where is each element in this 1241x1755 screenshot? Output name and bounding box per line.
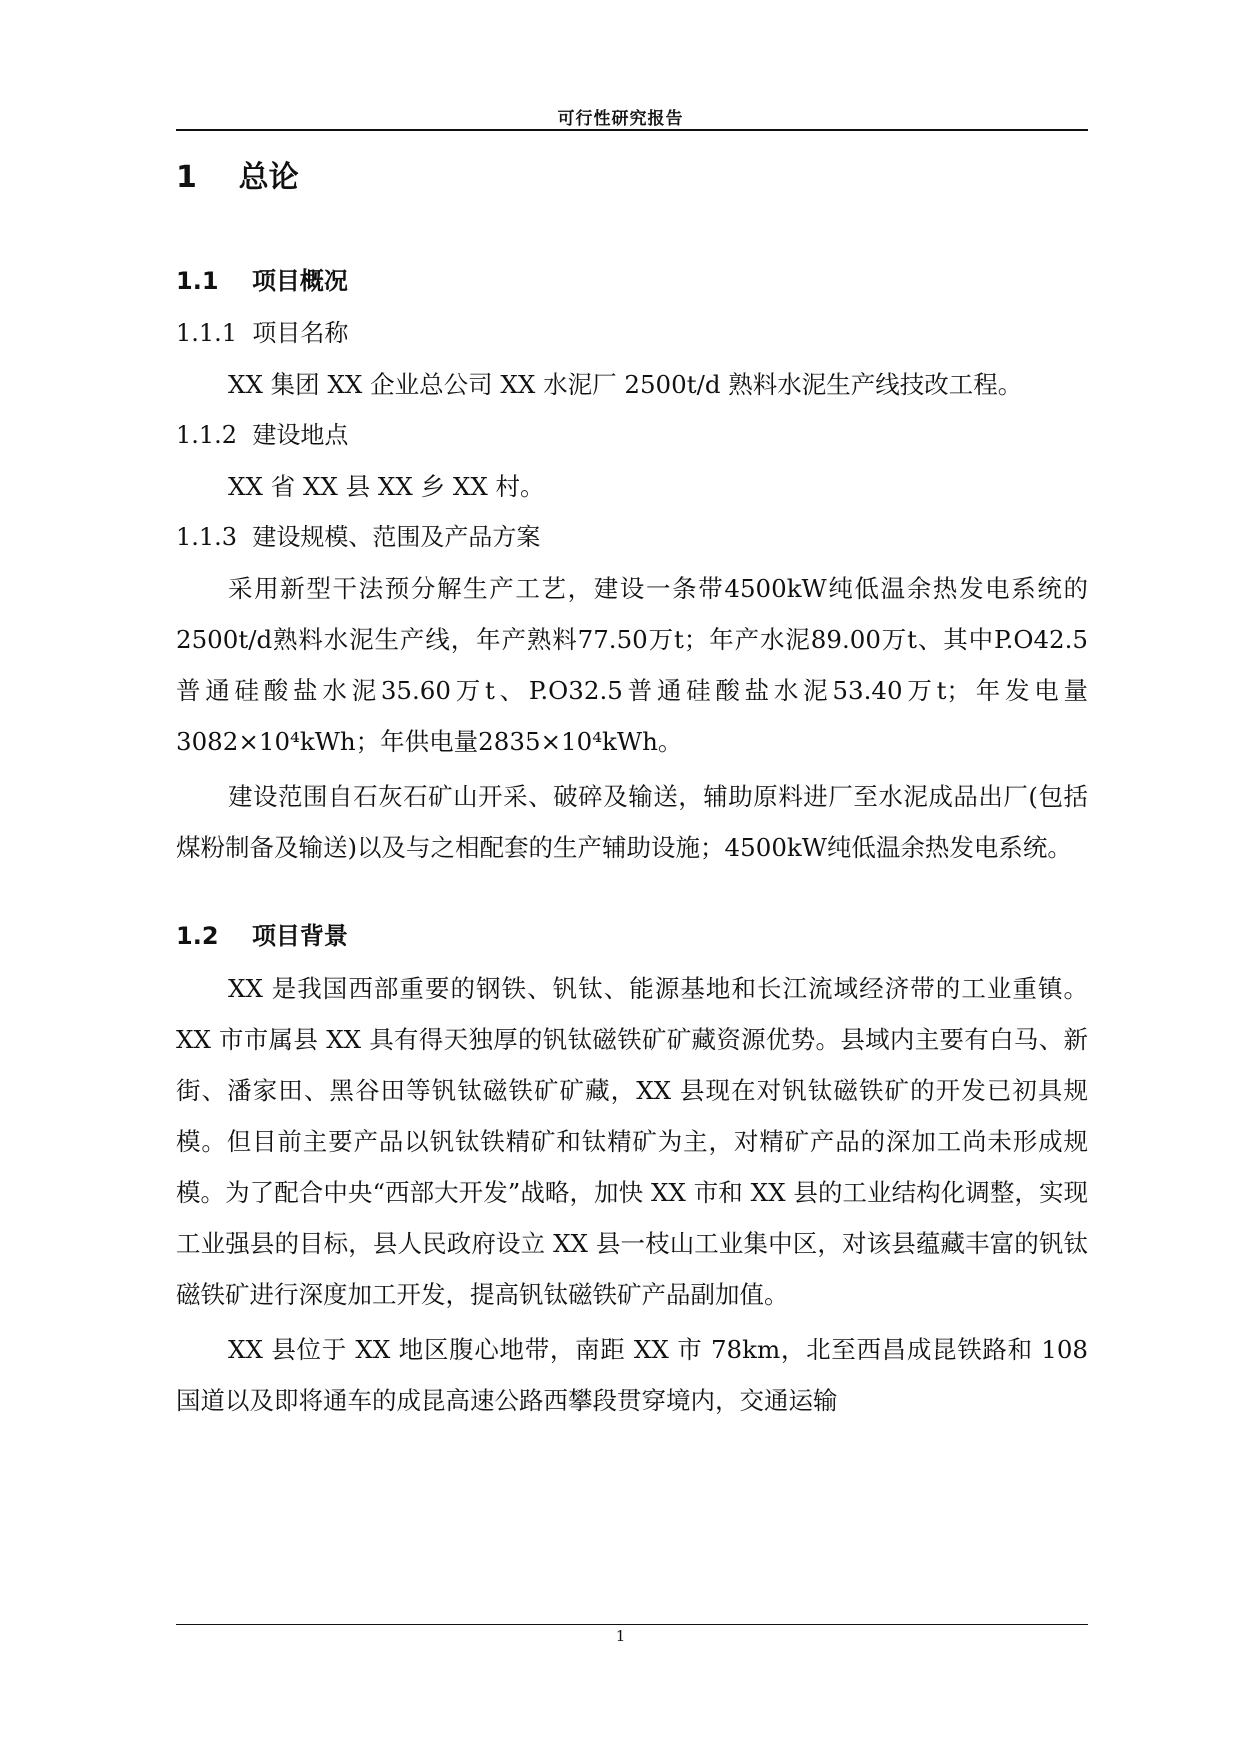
subsection-heading-1-1-1: 1.1.1 项目名称	[176, 319, 349, 347]
subsection-heading-1-1-3: 1.1.3 建设规模、范围及产品方案	[176, 523, 541, 551]
paragraph-county-location: XX 县位于 XX 地区腹心地带，南距 XX 市 78km，北至西昌成昆铁路和 108 国道以及即将通车的成昆高速公路西攀段贯穿境内，交通运输	[176, 1335, 1088, 1415]
spacer	[176, 873, 1088, 909]
header-rule	[176, 129, 1088, 131]
paragraph-scope: 建设范围自石灰石矿山开采、破碎及输送，辅助原料进厂至水泥成品出厂(包括煤粉制备及输送)以及与之相配套的生产辅助设施；4500kW纯低温余热发电系统。	[176, 782, 1088, 862]
section-heading-1-2: 1.2 项目背景	[176, 922, 348, 950]
page-number: 1	[615, 1627, 626, 1645]
footer-rule	[176, 1624, 1088, 1625]
paragraph-background: XX 是我国西部重要的钢铁、钒钛、能源基地和长江流域经济带的工业重镇。XX 市市属县 XX 具有得天独厚的钒钛磁铁矿矿藏资源优势。县域内主要有白马、新街、潘家田、黑谷田等钒钛磁铁矿矿藏，XX 县现在对钒钛磁铁矿的开发已初具规模。但目前主要产品以钒钛铁精矿和钛精矿为主，对精矿产品的深加工尚未形成规模。为了配合中央“西部大开发”战略，加快 XX 市和 XX 县的工业结构化调整，实现工业强县的目标，县人民政府设立 XX 县一枝山工业集中区，对该县蕴藏丰富的钒钛磁铁矿进行深度加工开发，提高钒钛磁铁矿产品副加值。	[176, 974, 1088, 1309]
running-header-title: 可行性研究报告	[557, 109, 684, 129]
chapter-title: 1 总论	[176, 160, 299, 195]
paragraph-scale: 采用新型干法预分解生产工艺，建设一条带4500kW纯低温余热发电系统的2500t/d熟料水泥生产线，年产熟料77.50万t；年产水泥89.00万t、其中P.O42.5普通硅酸盐水泥35.60万t、P.O32.5普通硅酸盐水泥53.40万t；年发电量3082×10⁴kWh；年供电量2835×10⁴kWh。	[176, 574, 1088, 756]
subsection-heading-1-1-2: 1.1.2 建设地点	[176, 421, 349, 449]
paragraph-project-name: XX 集团 XX 企业总公司 XX 水泥厂 2500t/d 熟料水泥生产线技改工程。	[228, 370, 1023, 399]
spacer	[176, 206, 1088, 254]
paragraph-location: XX 省 XX 县 XX 乡 XX 村。	[228, 472, 545, 501]
section-heading-1-1: 1.1 项目概况	[176, 267, 348, 295]
document-body	[176, 150, 1088, 1426]
